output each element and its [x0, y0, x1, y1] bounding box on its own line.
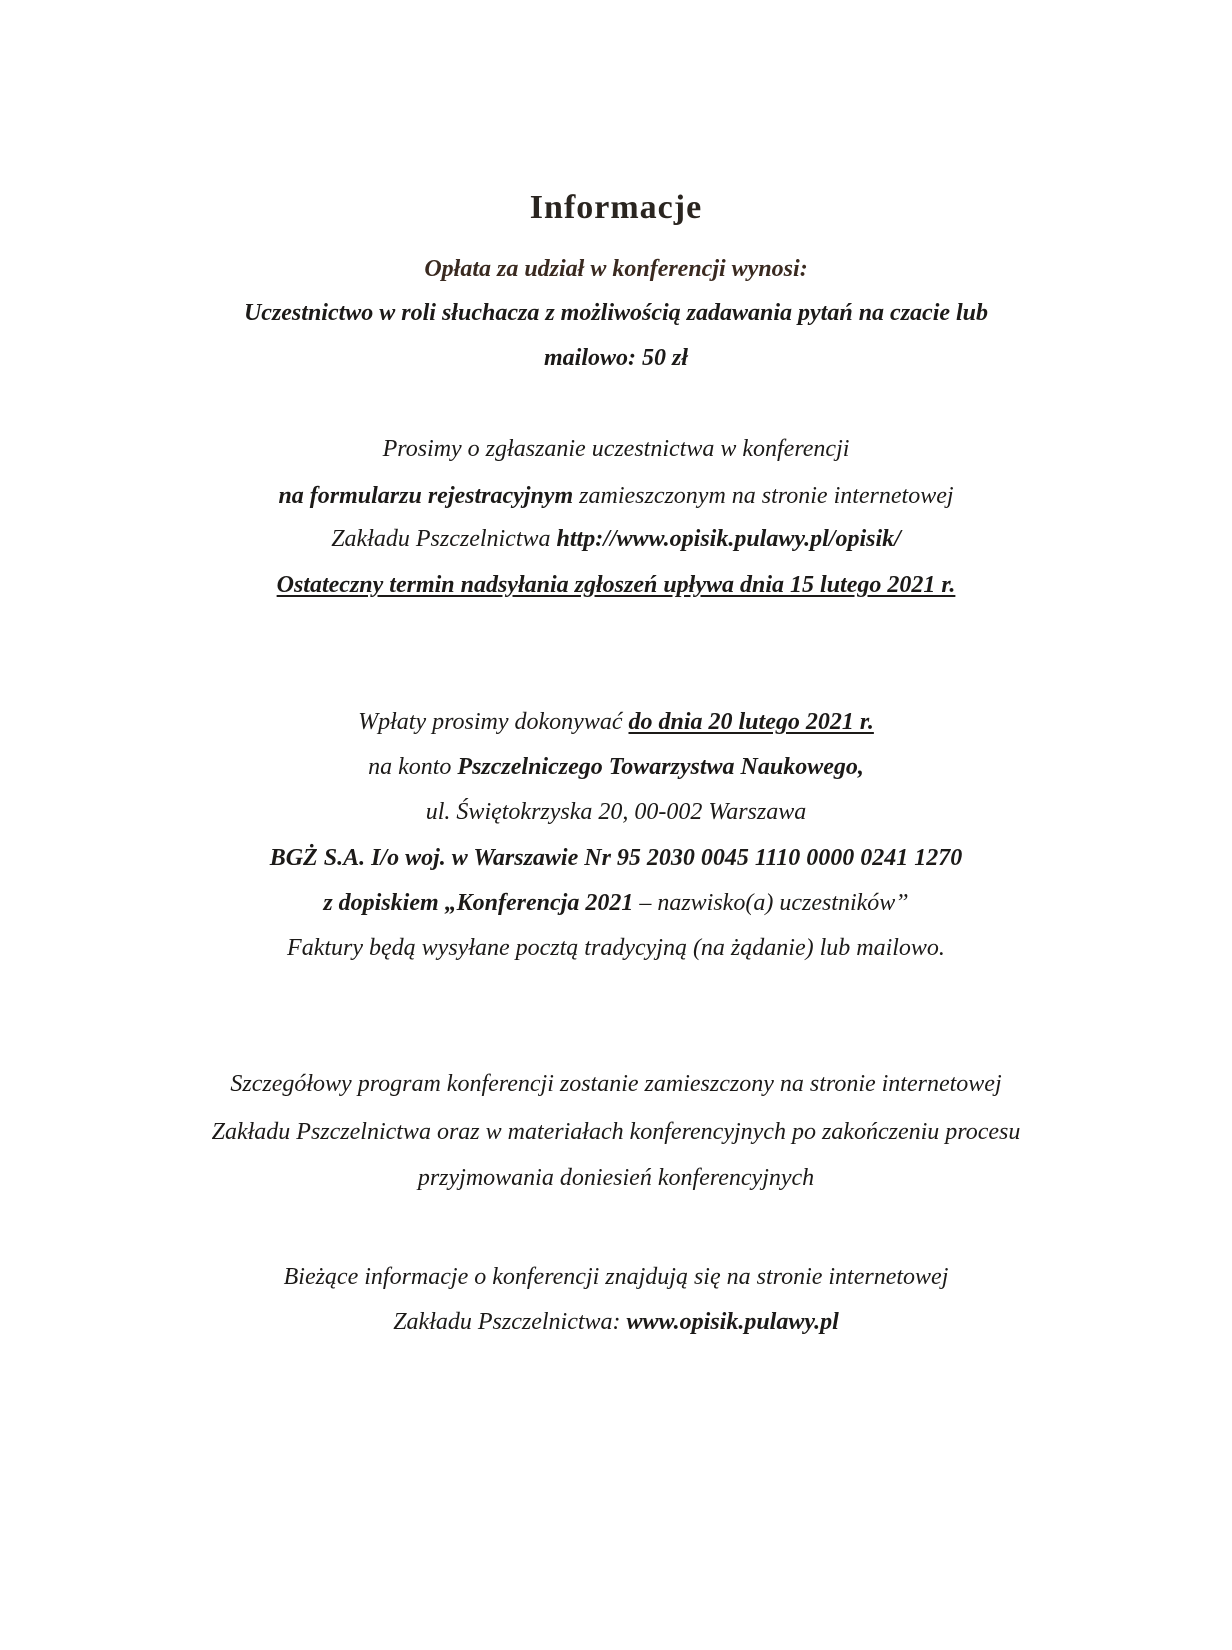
- fee-line-2: mailowo: 50 zł: [543, 345, 688, 371]
- registration-line-2-rest: zamieszczonym na stronie internetowej: [573, 483, 954, 509]
- page-title: Informacje: [529, 189, 703, 226]
- registration-url-link[interactable]: http://www.opisik.pulawy.pl/opisik/: [556, 526, 901, 552]
- program-line-1: Szczegółowy program konferencji zostanie zamieszczony na stronie internetowej: [230, 1071, 1002, 1097]
- payment-line-1: [0, 707, 1232, 737]
- fee-header: Opłata za udział w konferencji wynosi:: [424, 256, 808, 282]
- program-line-2: Zakładu Pszczelnictwa oraz w materiałach konferencyjnych po zakończeniu procesu: [211, 1119, 1021, 1145]
- payment-line-2-text: na konto: [368, 754, 458, 780]
- registration-line-1: Prosimy o zgłaszanie uczestnictwa w konferencji: [382, 436, 850, 462]
- payment-line-1-text: Wpłaty prosimy dokonywać: [358, 709, 629, 735]
- payment-invoices: Faktury będą wysyłane pocztą tradycyjną (na żądanie) lub mailowo.: [287, 935, 945, 961]
- registration-line-2: [0, 481, 1232, 511]
- registration-line-3: [0, 524, 1232, 554]
- fee-line-1: Uczestnictwo w roli słuchacza z możliwością zadawania pytań na czacie lub: [243, 300, 989, 326]
- payment-note-rest: – nazwisko(a) uczestników”: [633, 890, 909, 916]
- payment-bank-account: BGŻ S.A. I/o woj. w Warszawie Nr 95 2030 0045 1110 0000 0241 1270: [269, 845, 963, 871]
- program-line-3: przyjmowania doniesień konferencyjnych: [417, 1165, 815, 1191]
- payment-deadline-date: do dnia 20 lutego 2021 r.: [628, 709, 874, 735]
- payment-recipient: Pszczelniczego Towarzystwa Naukowego,: [457, 754, 864, 780]
- registration-deadline: Ostateczny termin nadsyłania zgłoszeń upływa dnia 15 lutego 2021 r.: [276, 572, 956, 598]
- registration-line-3-text: Zakładu Pszczelnictwa: [331, 526, 557, 552]
- current-info-line-2-text: Zakładu Pszczelnictwa:: [393, 1309, 627, 1335]
- payment-address: ul. Świętokrzyska 20, 00-002 Warszawa: [425, 799, 807, 825]
- current-info-line-2: [0, 1307, 1232, 1337]
- payment-line-2: [0, 752, 1232, 782]
- registration-form-emphasis: na formularzu rejestracyjnym: [278, 483, 574, 509]
- payment-note: [0, 888, 1232, 918]
- current-info-line-1: Bieżące informacje o konferencji znajdują się na stronie internetowej: [283, 1264, 949, 1290]
- payment-note-bold: z dopiskiem „Konferencja 2021: [323, 890, 634, 916]
- website-url-link[interactable]: www.opisik.pulawy.pl: [626, 1309, 839, 1335]
